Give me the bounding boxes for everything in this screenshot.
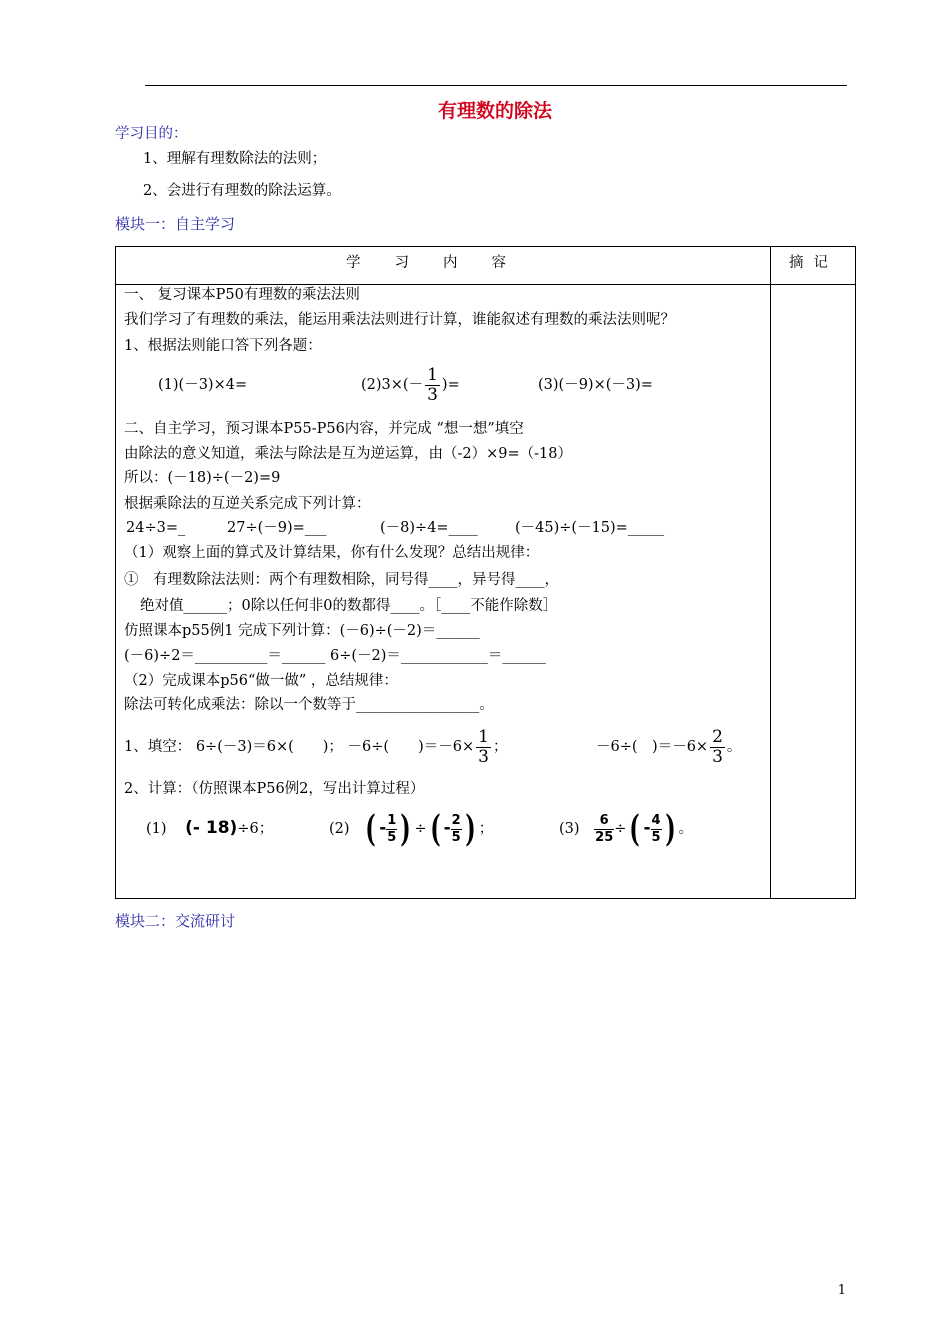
fraction: $\frac{1}{5}$ [387, 812, 397, 845]
objective-item: 1、理解有理数除法的法则； [143, 151, 327, 167]
module-one-heading: 模块一：自主学习 [115, 215, 236, 233]
question-3: (3)(－9)×(－3)= [538, 377, 653, 393]
study-table [115, 246, 856, 899]
page-number: 1 [837, 1283, 846, 1298]
section-two-title: 二、自主学习，预习课本P55-P56内容，并完成 “想一想”填空 [124, 421, 524, 437]
calc-item: (－45)÷(－15)=_____ [515, 520, 665, 536]
rule-line: 绝对值______；0除以任何非0的数都得____。［____不能作除数］ [140, 598, 558, 614]
question-1: (1)(－3)×4= [158, 377, 248, 393]
observation: （1）观察上面的算式及计算结果，你有什么发现？总结出规律： [124, 545, 540, 561]
calc-item: 27÷(－9)=___ [227, 520, 327, 536]
conversion-rule: 除法可转化成乘法：除以一个数等于_________________。 [124, 697, 494, 713]
column-header-notes: 摘记 [789, 255, 838, 271]
example-line: (－6)÷2＝__________＝______ 6÷(－2)＝____________＝______ [124, 648, 546, 664]
fill-blank-line: 1、填空： 6÷(－3)＝6×( )； －6÷( )＝－6× $\frac{1}{3}$ ； [124, 726, 508, 767]
page-title: 有理数的除法 [437, 100, 552, 122]
objectives-heading: 学习目的： [115, 126, 188, 142]
fill-blank-line: －6÷( )＝－6× $\frac{2}{3}$ 。 [596, 726, 742, 767]
do-line: （2）完成课本p56“做一做” ，总结规律： [124, 673, 398, 689]
section-two-line: 根据乘除法的互逆关系完成下列计算： [124, 496, 371, 512]
fraction: $\frac{4}{5}$ [651, 812, 661, 845]
section-one-title: 一、 复习课本P50有理数的乘法法则 [124, 287, 360, 303]
calc-item: (－8)÷4=____ [380, 520, 478, 536]
section-one-text: 我们学习了有理数的乘法，能运用乘法法则进行计算，谁能叙述有理数的乘法法则呢？ [124, 312, 675, 328]
section-two-line: 由除法的意义知道，乘法与除法是互为逆运算，由（-2）×9=（-18） [124, 446, 572, 462]
problem-2: (2) ( - $\frac{1}{5}$ ) ÷( - $\frac{2}{5}$ ) ； [329, 808, 494, 850]
fraction: $\frac{1}{3}$ [478, 726, 489, 767]
fraction: $\frac{2}{3}$ [712, 726, 723, 767]
calc-item: 24÷3=_ [126, 520, 186, 536]
fraction: $\frac{6}{25}$ [595, 812, 614, 845]
column-header-content: 学习内容 [346, 255, 540, 271]
question-2: (2)3×(－ $\frac{1}{3}$ )= [361, 364, 460, 405]
rule-line: ① 有理数除法法则：两个有理数相除，同号得____，异号得____， [124, 572, 559, 588]
fraction: $\frac{1}{3}$ [427, 364, 438, 405]
header-rule [145, 85, 847, 86]
table-divider [770, 247, 771, 898]
example-line: 仿照课本p55例1 完成下列计算：(－6)÷(－2)＝______ [124, 623, 480, 639]
module-two-heading: 模块二：交流研讨 [115, 912, 236, 930]
section-one-question: 1、根据法则能口答下列各题： [124, 338, 322, 354]
problem-1: (1) (- 18)÷6； [146, 818, 274, 838]
fraction: $\frac{2}{5}$ [451, 812, 461, 845]
calc-title: 2、计算：（仿照课本P56例2，写出计算过程） [124, 781, 425, 797]
section-two-line: 所以：(－18)÷(－2)=9 [124, 470, 281, 486]
objective-item: 2、会进行有理数的除法运算。 [143, 183, 341, 199]
problem-3: (3) $\frac{6}{25}$ ÷( - $\frac{4}{5}$ ) 。 [559, 808, 694, 850]
